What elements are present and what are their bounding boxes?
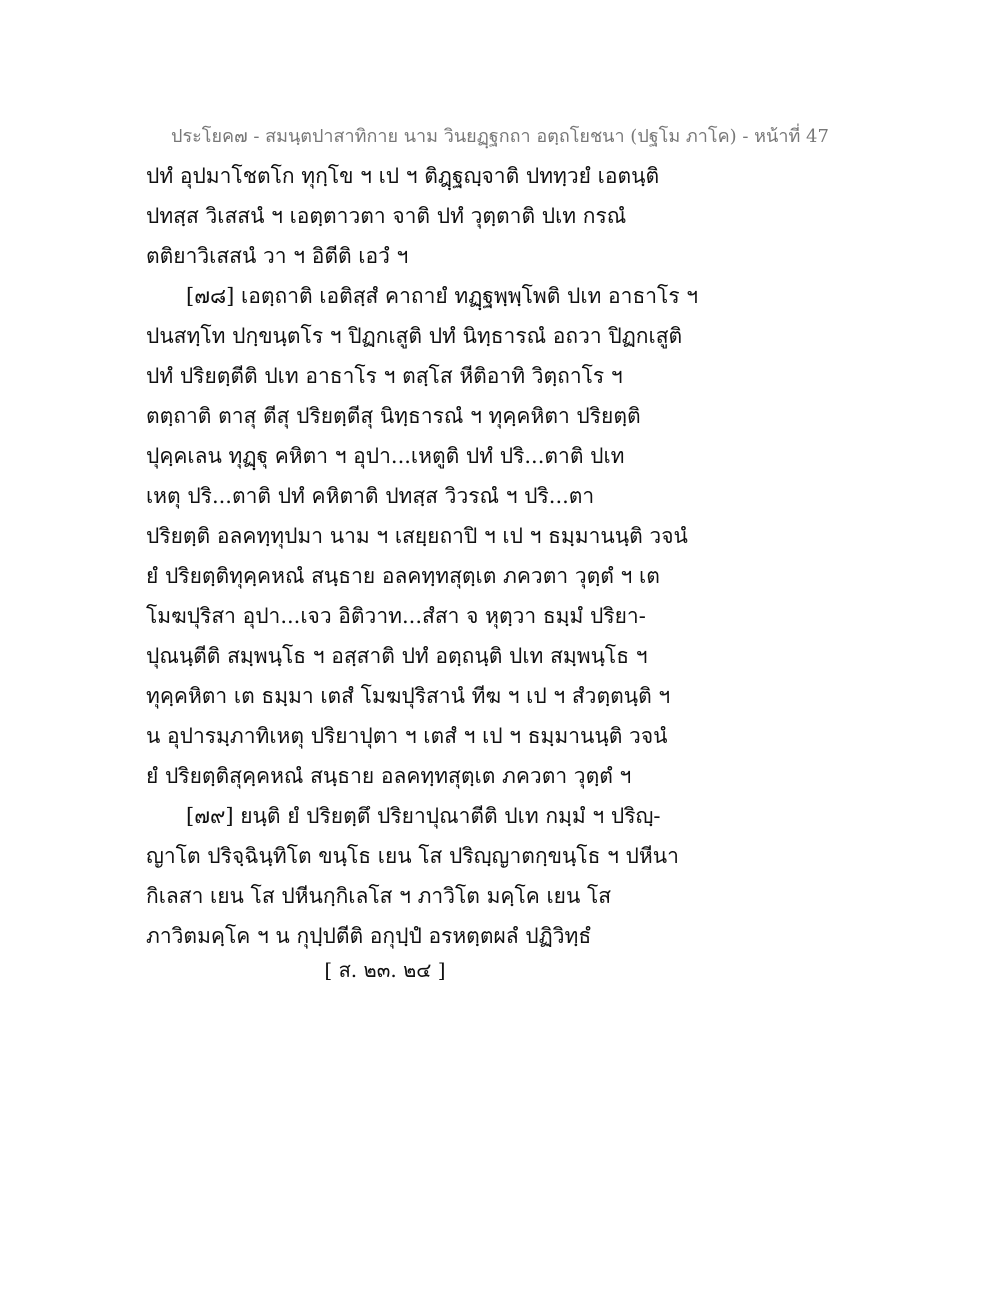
text-line: เหตุ ปริ...ตาติ ปทํ คหิตาติ ปทสฺส วิวรณํ ฯ ปริ...ตา [146,484,595,508]
paragraph-start-line: [๗๙] ยนฺติ ยํ ปริยตฺตึ ปริยาปุณาตีติ ปเท กมฺมํ ฯ ปริญฺ- [186,804,661,828]
text-line: ปทํ ปริยตฺตีติ ปเท อาธาโร ฯ ตสฺโส หีติอาทิ วิตฺถาโร ฯ [146,364,623,388]
text-line: ปนสทฺโท ปกฺขนฺตโร ฯ ปิฏกเสูติ ปทํ นิทฺธารณํ อถวา ปิฏกเสูติ [146,324,683,348]
page-footer-reference: [ ส. ๒๓. ๒๔ ] [324,958,446,982]
text-line: กิเลสา เยน โส ปหีนกฺกิเลโส ฯ ภาวิโต มคฺโค เยน โส [146,884,612,908]
paragraph-start-line: [๗๘] เอตฺถาติ เอติสฺสํ คาถายํ ทฏฺฐพฺพฺโพติ ปเท อาธาโร ฯ [186,284,699,308]
text-line: ตตฺถาติ ตาสุ ตีสุ ปริยตฺตีสุ นิทฺธารณํ ฯ ทุคฺคหิตา ปริยตฺติ [146,404,641,428]
text-line: ปทสฺส วิเสสนํ ฯ เอตฺตาวตา จาติ ปทํ วุตฺตาติ ปเท กรณํ [146,204,627,228]
text-line: ญาโต ปริจฺฉินฺทิโต ขนฺโธ เยน โส ปริญฺญาตกฺขนฺโธ ฯ ปหีนา [146,844,679,868]
text-line: น อุปารมฺภาทิเหตุ ปริยาปุตา ฯ เตสํ ฯ เป ฯ ธมฺมานนฺติ วจนํ [146,724,668,748]
text-line: ยํ ปริยตฺติสุคฺคหณํ สนฺธาย อลคทฺทสุตฺเต ภควตา วุตฺตํ ฯ [146,764,632,788]
text-line: โมฆปุริสา อุปา...เจว อิติวาท...สํสา จ หุตฺวา ธมฺมํ ปริยา- [146,604,646,628]
page-header: ประโยค๗ - สมนฺตปาสาทิกาย นาม วินยฏฺฐกถา อตฺถโยชนา (ปฐโม ภาโค) - หน้าที่ 47 [171,126,829,147]
text-line: ปริยตฺติ อลคทฺทุปมา นาม ฯ เสยฺยถาปิ ฯ เป ฯ ธมฺมานนฺติ วจนํ [146,524,688,548]
text-line: ตติยาวิเสสนํ วา ฯ อิตีติ เอวํ ฯ [146,244,409,268]
text-line: ยํ ปริยตฺติทุคฺคหณํ สนฺธาย อลคทฺทสุตฺเต ภควตา วุตฺตํ ฯ เต [146,564,660,588]
body-text [146,156,866,956]
text-line: ปุคฺคเลน ทุฏฺฐุ คหิตา ฯ อุปา...เหตูติ ปทํ ปริ...ตาติ ปเท [146,444,625,468]
text-line: ปุณนฺตีติ สมฺพนฺโธ ฯ อสฺสาติ ปทํ อตฺถนฺติ ปเท สมฺพนฺโธ ฯ [146,644,648,668]
text-line: ภาวิตมคฺโค ฯ น กุปฺปตีติ อกุปฺปํ อรหตฺตผลํ ปฏิวิทฺธํ [146,924,592,948]
text-line: ทุคฺคหิตา เต ธมฺมา เตสํ โมฆปุริสานํ ทีฆ ฯ เป ฯ สํวตฺตนฺติ ฯ [146,684,671,708]
text-line: ปทํ อุปมาโชตโก ทุกฺโข ฯ เป ฯ ติฎฺฐญฺจาติ ปททฺวยํ เอตนฺติ [146,164,660,188]
